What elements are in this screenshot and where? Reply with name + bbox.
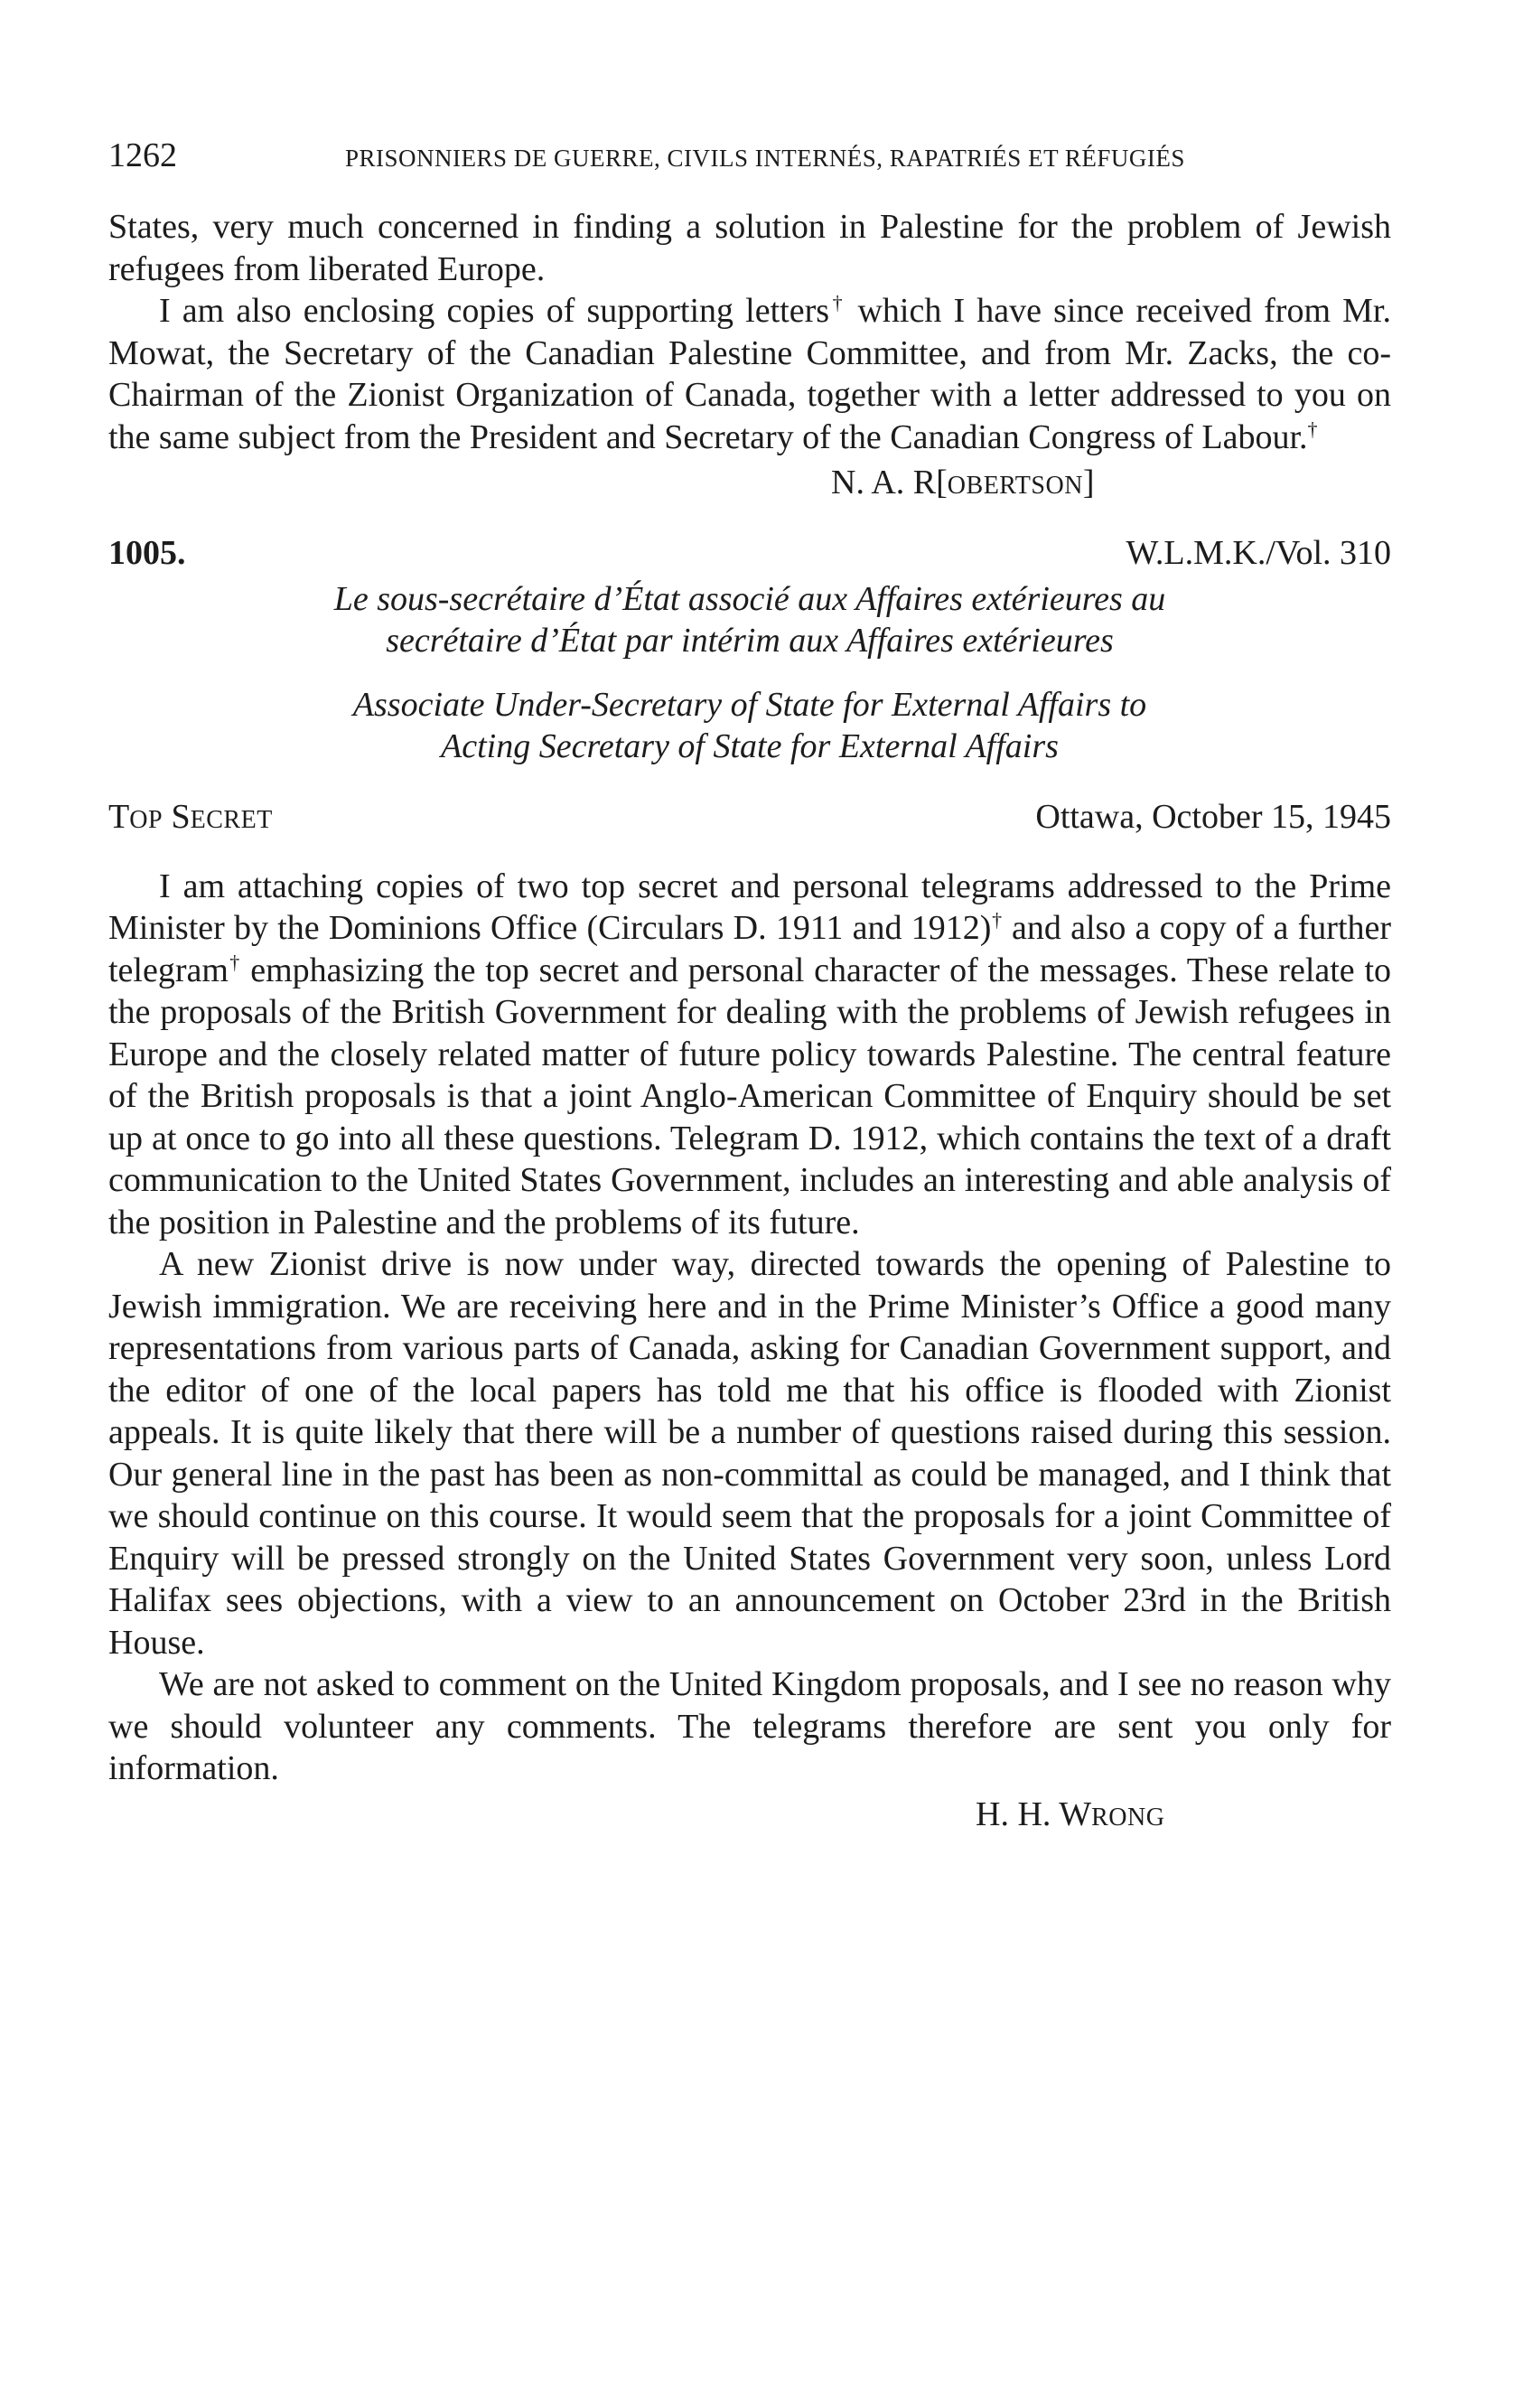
continuation-paragraph: States, very much concerned in finding a solution in Palestine for the problem of Jewish refugees from liberated Europe. <box>108 208 1391 288</box>
english-heading <box>108 684 1391 768</box>
enclosure-paragraph <box>108 290 1391 458</box>
document-number: 1005. <box>108 533 186 572</box>
signature-wrong <box>108 1794 1391 1840</box>
french-heading-line: Le sous-secrétaire d’État associé aux Affaires extérieures au <box>333 579 1166 618</box>
french-heading-line: secrétaire d’État par intérim aux Affaires extérieures <box>386 622 1114 660</box>
document-header <box>108 533 1391 573</box>
signature-initials: N. A. R[ <box>831 464 948 501</box>
continuation-text <box>108 206 1391 458</box>
dagger-mark: † <box>991 908 1003 932</box>
signer-surname: RONG <box>1091 1803 1165 1832</box>
running-title: PRISONNIERS DE GUERRE, CIVILS INTERNÉS, RAPATRIÉS ET RÉFUGIÉS <box>345 145 1185 172</box>
document-reference: W.L.M.K./Vol. 310 <box>1126 533 1391 572</box>
page-number: 1262 <box>108 136 177 174</box>
place-date: Ottawa, October 15, 1945 <box>1035 797 1391 836</box>
english-heading-line: Acting Secretary of State for External Affairs <box>441 727 1059 765</box>
letter-paragraph: We are not asked to comment on the United Kingdom proposals, and I see no reason why we should volunteer any comments. The telegrams therefore are sent you only for information. <box>108 1665 1391 1787</box>
dagger-mark: † <box>1307 417 1318 440</box>
letter-paragraph: A new Zionist drive is now under way, directed towards the opening of Palestine to Jewish immigration. We are receiving here and in the Prime Minister’s Office a good many representations from various parts of Canada, asking for Canadian Government support, and the editor of one of the local papers has told me that his office is flooded with Zionist appeals. It is quite likely that there will be a number of questions raised during this session. Our general line in the past has been as non-committal as could be managed, and I think that we should continue on this course. It would seem that the proposals for a joint Committee of Enquiry will be pressed strongly on the United States Government very soon, unless Lord Halifax sees objections, with a view to an announcement on October 23rd in the British House. <box>108 1245 1391 1662</box>
letter-body <box>108 866 1391 1790</box>
signature-surname: OBERTSON <box>947 472 1083 500</box>
letter-paragraph: I am attaching copies of two top secret and personal telegrams addressed to the Prime Minister by the Dominions Office (Circulars D. 1911 and 1912)† and also a copy of a further telegram† emphasizing the top secret and personal character of the messages. These relate to the proposals of the British Government for dealing with the problems of Jewish refugees in Europe and the closely related matter of future policy towards Palestine. The central feature of the British proposals is that a joint Anglo-American Committee of Enquiry should be set up at once to go into all these questions. Telegram D. 1912, which contains the text of a draft communication to the United States Government, includes an interesting and able analysis of the position in Palestine and the problems of its future. <box>108 867 1392 1241</box>
signature-bracket: ] <box>1082 464 1095 501</box>
enclosure-text-a: I am also enclosing copies of supporting letters <box>159 292 830 330</box>
document-page <box>108 136 1391 1839</box>
running-header <box>108 136 1391 190</box>
enclosure-text-b: which I have since received from Mr. Mowat, the Secretary of the Canadian Palestine Committee, and from Mr. Zacks, the co-Chairman of the Zionist Organization of Canada, together with a letter addressed to you on the same subject from the President and Secretary of the Canadian Congress of Labour. <box>108 292 1391 456</box>
english-heading-line: Associate Under-Secretary of State for External Affairs to <box>352 685 1147 724</box>
dagger-mark: † <box>829 291 846 314</box>
signer-initials: H. H. W <box>976 1794 1092 1833</box>
classification-row <box>108 797 1391 837</box>
dagger-mark: † <box>228 950 241 973</box>
classification: TOP SECRET <box>108 797 273 836</box>
french-heading <box>108 578 1391 662</box>
signature-robertson <box>108 462 1391 508</box>
